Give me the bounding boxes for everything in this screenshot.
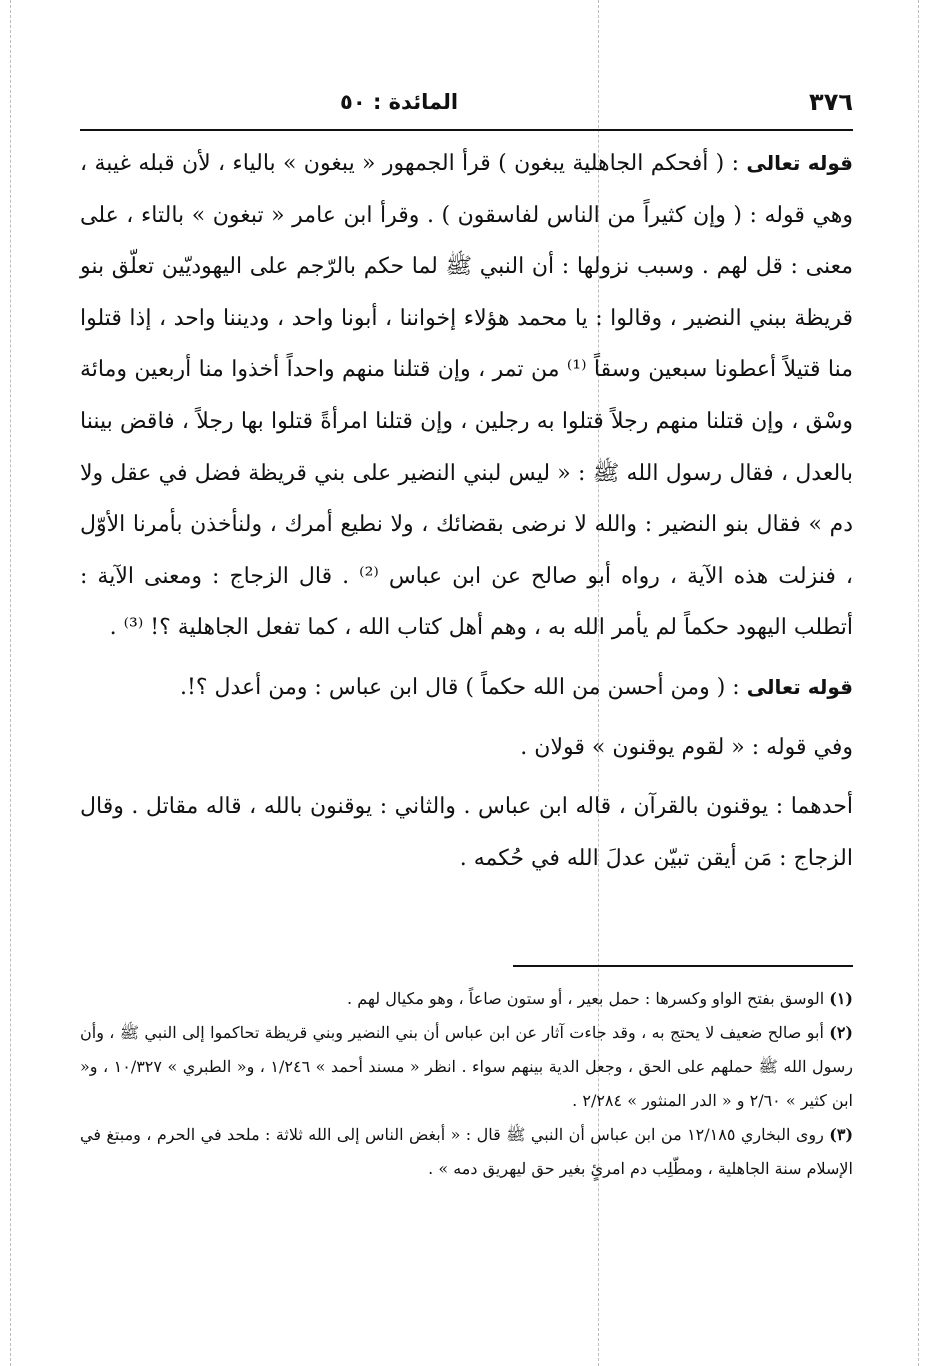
paragraph-text: أحدهما : يوقنون بالقرآن ، قاله ابن عباس . والثاني : يوقنون بالله ، قاله مقاتل . وقال الزجاج : مَن أيقن تبيّن عدلَ الله في حُكمه . bbox=[80, 794, 853, 871]
footnote-text: أبو صالح ضعيف لا يحتج به ، وقد جاءت آثار عن ابن عباس أن بني النضير وبني قريظة تحاكموا إلى النبي ﷺ ، وأن رسول الله ﷺ حملهم على الحق ، وجعل الدية بينهم سواء . انظر « مسند أحمد » ١/٢٤٦ ، و« الطبري » ١٠/٣٢٧ ، و« ابن كثير » ٢/٦٠ و « الدر المنثور » ٢/٢٨٤ . bbox=[80, 1023, 854, 1110]
page-header bbox=[80, 80, 853, 124]
scan-guide-right bbox=[918, 0, 919, 1366]
footnote-text: روى البخاري ١٢/١٨٥ من ابن عباس أن النبي ﷺ قال : « أبغض الناس إلى الله ثلاثة : ملحد في الحرم ، ومبتغ في الإسلام سنة الجاهلية ، ومطّلِب دم امرئٍ بغير حق ليهريق دمه » . bbox=[80, 1125, 853, 1178]
footnote-rule bbox=[513, 965, 853, 967]
header-rule bbox=[80, 129, 853, 131]
footnote bbox=[80, 982, 853, 1016]
footnote-marker: (٣) bbox=[829, 1125, 854, 1144]
footnote bbox=[80, 1118, 853, 1186]
scan-guide-left bbox=[10, 0, 11, 1366]
footnote bbox=[80, 1016, 853, 1118]
paragraph bbox=[80, 138, 853, 654]
main-text bbox=[80, 138, 853, 884]
paragraph-text: : ( ومن أحسن من الله حكماً ) قال ابن عباس : ومن أعدل ؟!. bbox=[180, 674, 740, 700]
footnote-text: الوسق بفتح الواو وكسرها : حمل بعير ، أو ستون صاعاً ، وهو مكيال لهم . bbox=[347, 989, 825, 1008]
paragraph-text: وفي قوله : « لقوم يوقنون » قولان . bbox=[520, 734, 853, 760]
paragraph bbox=[80, 781, 853, 884]
footnotes bbox=[80, 982, 853, 1186]
footnote-marker: (١) bbox=[829, 989, 853, 1008]
running-title: المائدة : ٥٠ bbox=[340, 90, 459, 114]
paragraph-lead: قوله تعالى bbox=[746, 151, 853, 175]
page-number: ٣٧٦ bbox=[809, 88, 853, 116]
paragraph bbox=[80, 722, 853, 774]
paragraph-lead: قوله تعالى bbox=[746, 674, 853, 699]
footnote-marker: (٢) bbox=[829, 1023, 853, 1042]
paragraph bbox=[80, 662, 853, 714]
paragraph-text: : ( أفحكم الجاهلية يبغون ) قرأ الجمهور « يبغون » بالياء ، لأن قبله غيبة ، وهي قوله : ( وإن كثيراً من الناس لفاسقون ) . وقرأ ابن عامر « تبغون » بالتاء ، على معنى : قل لهم . وسبب نزولها : أن النبي ﷺ لما حكم بالرّجم على اليهوديّين تعلّق بنو قريظة ببني النضير ، وقالوا : يا محمد هؤلاء إخواننا ، أبونا واحد ، وديننا واحد ، إذا قتلوا منا قتيلاً أعطونا سبعين وسقاً ⁽¹⁾ من تمر ، وإن قتلنا منهم واحداً أخذوا منا أربعين ومائة وسْق ، وإن قتلنا منهم رجلاً قتلوا به رجلين ، وإن قتلنا امرأةً قتلوا بها رجلاً ، فاقض بيننا بالعدل ، فقال رسول الله ﷺ : « ليس لبني النضير على بني قريظة فضل في عقل ولا دم » فقال بنو النضير : والله لا نرضى بقضائك ، ولا نطيع أمرك ، ولنأخذن بأمرنا الأوّل ، فنزلت هذه الآية ، رواه أبو صالح عن ابن عباس ⁽²⁾ . قال الزجاج : ومعنى الآية : أتطلب اليهود حكماً لم يأمر الله به ، وهم أهل كتاب الله ، كما تفعل الجاهلية ؟! ⁽³⁾ . bbox=[80, 151, 854, 641]
